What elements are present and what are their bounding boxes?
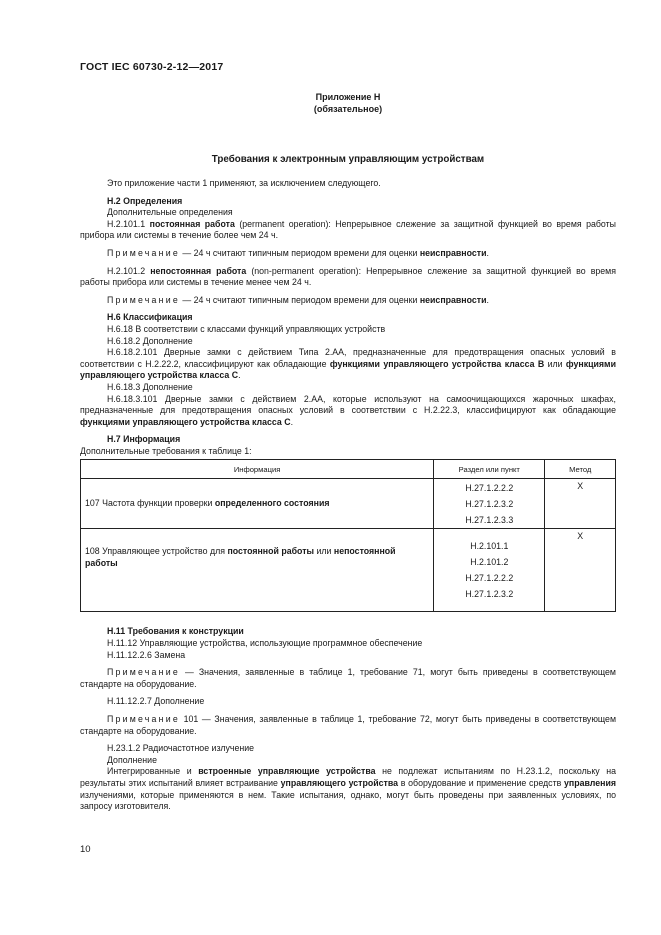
clause-h11-12-2-6: H.11.12.2.6 Замена	[107, 649, 186, 660]
note-bold-term: неисправности	[419, 294, 487, 305]
clause-h6-18-3-101	[80, 394, 616, 429]
document-code: ГОСТ IEC 60730-2-12—2017	[80, 61, 224, 73]
para-bold: управляющего устройства	[280, 778, 399, 788]
para-text: в оборудование и применение средств	[400, 778, 562, 788]
row-info-cell	[81, 479, 434, 529]
clause-h23-paragraph	[80, 766, 616, 812]
clause-h6-18-2: H.6.18.2 Дополнение	[107, 335, 193, 346]
requirements-table	[80, 459, 616, 612]
note-text: — Значения, заявленные в таблице 1, требование 71, могут быть приведены в соответствующем стандарте на оборудование.	[80, 667, 616, 689]
note-label: Примечание	[107, 714, 180, 725]
row-mid-text: или	[316, 546, 332, 557]
clause-ref: H.27.1.2.3.3	[465, 514, 514, 525]
clause-h6-18-2-101	[80, 347, 616, 382]
para-bold: встроенные управляющие устройства	[198, 766, 376, 777]
note-label: Примечание	[107, 294, 180, 305]
clause-bold-1: функциями управляющего устройства класса B	[329, 358, 545, 369]
definition-number: H.2.101.2	[107, 265, 146, 276]
clause-end: .	[238, 370, 241, 381]
definition-text: (permanent operation): Непрерывное слежение за защитной функцией во время работы прибора или системы в течение более чем 24 ч.	[80, 218, 616, 241]
page-number: 10	[80, 844, 91, 855]
note-label: Примечание	[107, 667, 180, 678]
column-header-info: Информация	[81, 460, 434, 479]
clause-ref: H.2.101.1	[470, 541, 509, 552]
row-clause-cell	[434, 529, 545, 612]
clause-mid: или	[547, 358, 563, 369]
section-title: Требования к электронным управляющим устройствам	[211, 154, 485, 165]
clause-h23-1-2: H.23.1.2 Радиочастотное излучение	[107, 743, 255, 754]
note-text: — 24 ч считают типичным периодом времени для оценки	[182, 294, 418, 305]
row-text: 108 Управляющее устройство для	[85, 546, 225, 557]
clause-ref: H.2.101.2	[470, 557, 509, 568]
clause-h11-12: H.11.12 Управляющие устройства, использующие программное обеспечение	[107, 638, 423, 649]
row-text: 107 Частота функции проверки	[85, 498, 213, 509]
note-label: Примечание	[107, 247, 180, 258]
table-row	[81, 529, 616, 612]
clause-ref: H.27.1.2.2.2	[465, 573, 514, 584]
row-bold-text: непостоянной работы	[85, 546, 396, 569]
note-text: 101 — Значения, заявленные в таблице 1, требование 72, могут быть приведены в соответствующем стандарте на оборудование.	[80, 714, 616, 736]
note-1: Примечание — 24 ч считают типичным периодом времени для оценки неисправности.	[107, 247, 489, 258]
column-header-clause: Раздел или пункт	[434, 460, 545, 479]
clause-text: H.6.18.2.101 Дверные замки с действием Типа 2.AA, предназначенные для предотвращения опасных условий в соответствии с H.2.22.2, классифицируют как обладающие	[80, 347, 616, 369]
clause-bold: функциями управляющего устройства класса C	[80, 416, 291, 427]
clause-ref: H.27.1.2.3.2	[465, 589, 514, 600]
clause-h6-18: H.6.18 В соответствии с классами функций управляющих устройств	[107, 323, 386, 334]
definition-text: (non-permanent operation): Непрерывное слежение за защитной функцией во время работы прибора или системы в течение менее чем 24 ч.	[80, 265, 616, 288]
definition-h2-101-2	[80, 266, 616, 289]
clause-h11-12-2-7: H.11.12.2.7 Дополнение	[107, 696, 205, 707]
row-method-cell: X	[545, 479, 616, 529]
annex-title: Приложение H	[315, 92, 381, 102]
note-bold-term: неисправности	[419, 247, 487, 258]
clause-ref: H.27.1.2.2.2	[465, 482, 514, 493]
definition-h2-101-1	[80, 219, 616, 242]
section-h11-heading: H.11 Требования к конструкции	[107, 626, 244, 637]
clause-end: .	[290, 416, 294, 427]
definition-number: H.2.101.1	[107, 218, 146, 229]
row-bold-text: определенного состояния	[214, 498, 330, 509]
note-h11-2	[80, 714, 616, 737]
table-header-row	[81, 460, 616, 479]
row-clause-cell	[434, 479, 545, 529]
para-bold: управления	[564, 778, 616, 788]
clause-text: H.6.18.3.101 Дверные замки с действием 2.AA, которые используют на самоочищающихся жарочных шкафах, предназначенные для предотвращения опасных условий в соответствии с H.2.22.3, классифицируют как обладающие	[80, 393, 616, 416]
clause-bold-2: функциями управляющего устройства класса C	[80, 358, 616, 381]
definition-term: постоянная работа	[149, 218, 235, 229]
clause-h6-18-3: H.6.18.3 Дополнение	[107, 381, 193, 392]
note-h11-1	[80, 667, 616, 690]
column-header-method: Метод	[545, 460, 616, 479]
section-h2-subheading: Дополнительные определения	[107, 207, 233, 218]
document-body	[80, 178, 616, 813]
table-intro: Дополнительные требования к таблице 1:	[80, 445, 252, 456]
section-h2-heading: H.2 Определения	[107, 195, 183, 206]
section-h7-heading: H.7 Информация	[107, 434, 181, 445]
para-text: не подлежат испытаниям по H.23.1.2, поскольку на результаты этих испытаний влияет встраивание	[80, 766, 616, 788]
para-text: Интегрированные и	[107, 766, 192, 777]
definition-term: непостоянная работа	[150, 265, 247, 276]
note-text: — 24 ч считают типичным периодом времени для оценки	[182, 247, 418, 258]
row-method-cell: X	[545, 529, 616, 612]
note-2: Примечание — 24 ч считают типичным периодом времени для оценки неисправности.	[107, 294, 489, 305]
table-row	[81, 479, 616, 529]
para-text: излучениями, которые применяются в нем. Такие испытания, однако, могут быть проведены при заявленных условиях, по запросу изготовителя.	[80, 789, 616, 812]
clause-ref: H.27.1.2.3.2	[465, 498, 514, 509]
intro-paragraph: Это приложение части 1 применяют, за исключением следующего.	[107, 178, 381, 188]
row-bold-text: постоянной работы	[227, 546, 315, 557]
section-h6-heading: H.6 Классификация	[107, 312, 193, 323]
clause-h23-addition: Дополнение	[107, 754, 157, 765]
row-info-cell	[81, 529, 434, 612]
annex-status: (обязательное)	[313, 104, 383, 114]
